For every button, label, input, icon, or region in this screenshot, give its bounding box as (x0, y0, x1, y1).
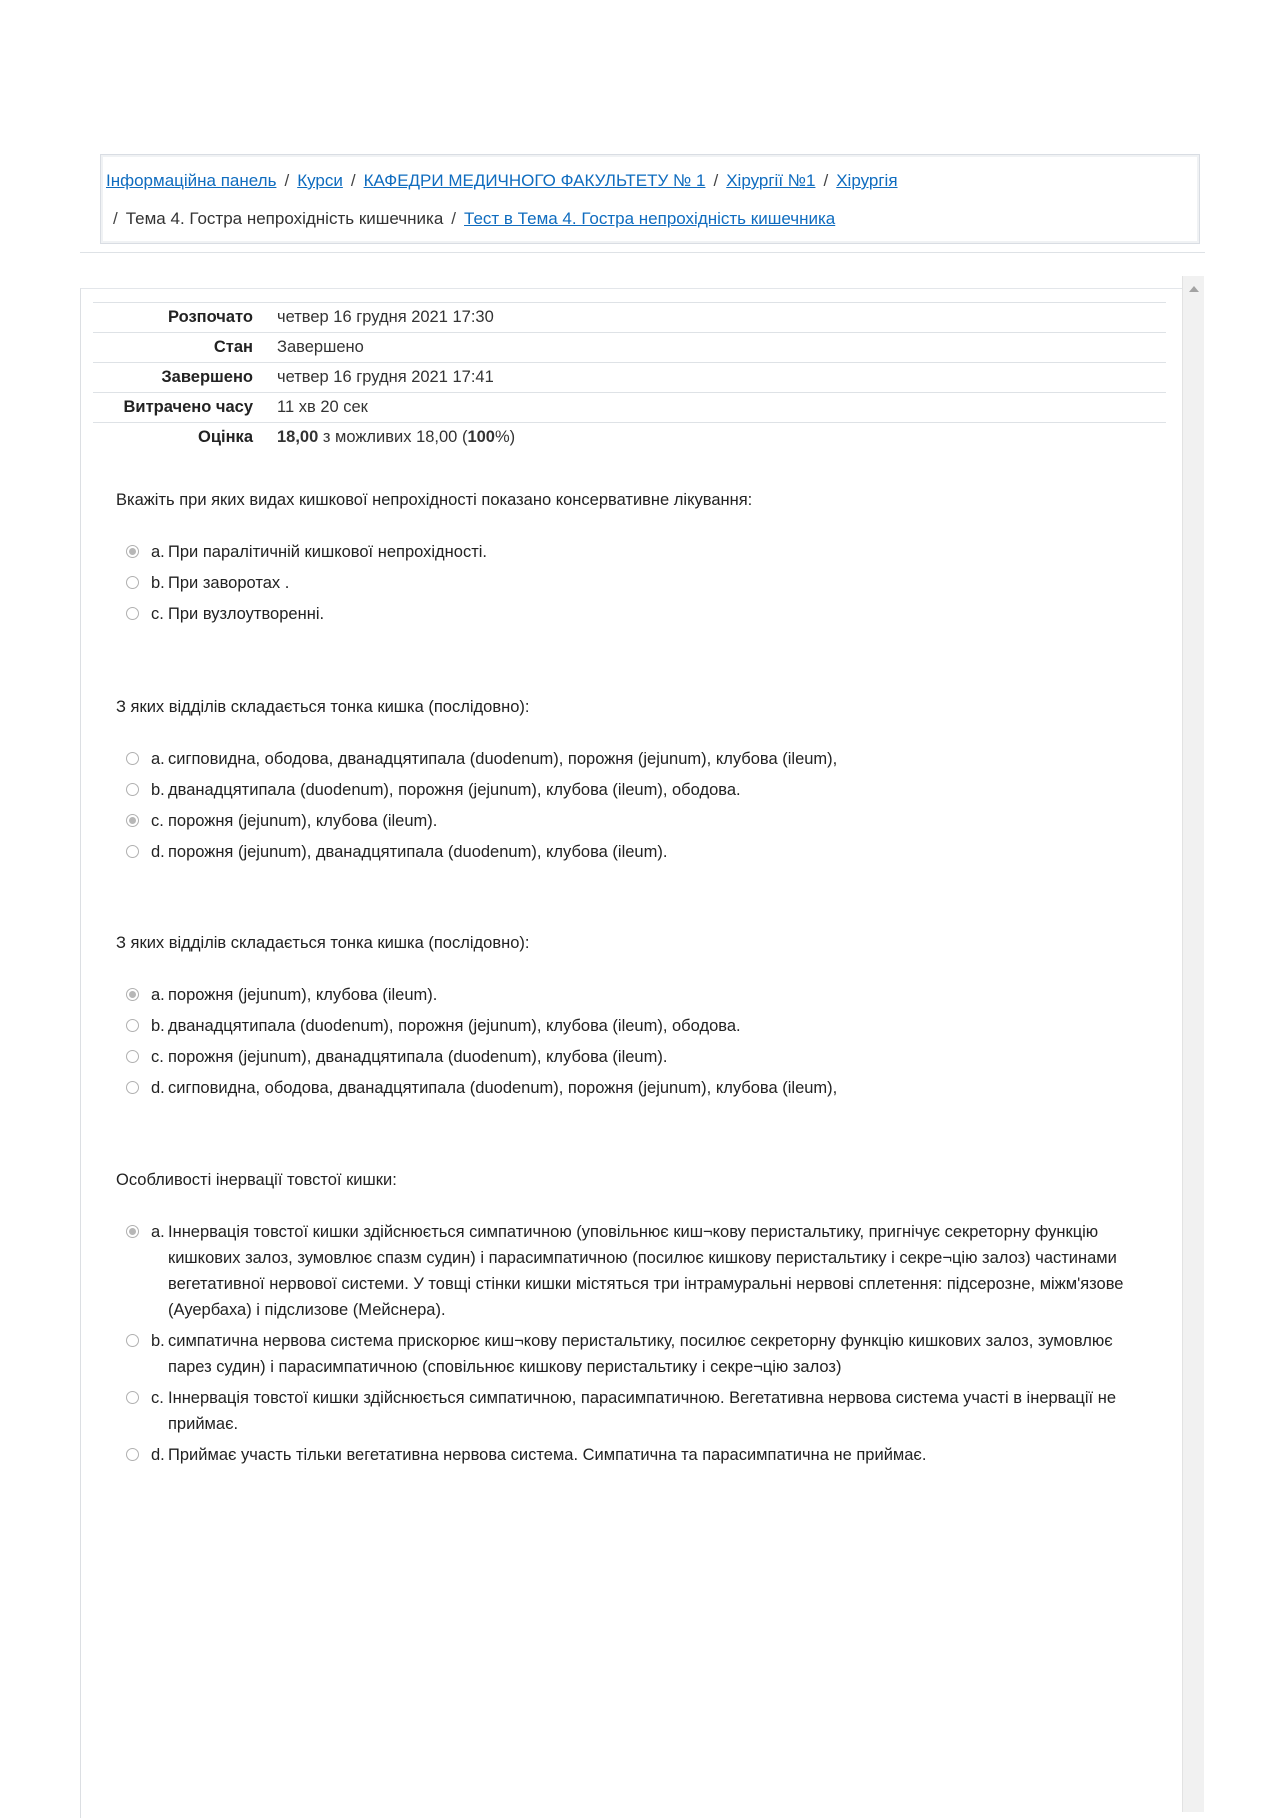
question-text: З яких відділів складається тонка кишка (послідовно): (116, 934, 530, 952)
radio-button[interactable] (126, 1334, 139, 1347)
answer-option[interactable] (116, 1328, 1156, 1380)
breadcrumb (100, 154, 1200, 244)
answer-option[interactable] (116, 839, 1156, 865)
answer-letter: b. (151, 1332, 165, 1350)
answer-option[interactable] (116, 1075, 1156, 1101)
scroll-up-arrow-icon[interactable] (1189, 286, 1199, 292)
answer-option[interactable] (116, 1385, 1156, 1437)
answer-text: сигповидна, ободова, дванадцятипала (duodenum), порожня (jejunum), клубова (ileum), (168, 1079, 838, 1097)
answer-letter: a. (151, 1223, 165, 1241)
answer-letter: d. (151, 1446, 165, 1464)
answer-letter: a. (151, 543, 165, 561)
summary-row-completed (93, 362, 1166, 392)
answer-option[interactable] (116, 1044, 1156, 1070)
answer-letter: b. (151, 781, 165, 799)
breadcrumb-topic: Тема 4. Гостра непрохідність кишечника (125, 209, 444, 228)
breadcrumb-separator: / (451, 209, 457, 228)
answer-option[interactable] (116, 539, 1156, 565)
answer-letter: d. (151, 843, 165, 861)
radio-button[interactable] (126, 607, 139, 620)
answer-option[interactable] (116, 1219, 1156, 1323)
answer-option[interactable] (116, 746, 1156, 772)
summary-value: четвер 16 грудня 2021 17:30 (277, 308, 494, 326)
answer-option[interactable] (116, 570, 1156, 596)
answer-option[interactable] (116, 601, 1156, 627)
answer-text: Іннервація товстої кишки здійснюється симпатичною (уповільнює киш¬кову перистальтику, пригнічує секреторну функцію кишкових залоз, зумовлює спазм судин) і парасимпатичною (посилює кишкову перистальтику і секре¬цію залоз) частинами вегетативної нервової системи. У товщі стінки кишки містяться три інтрамуральні нервові сплетення: підсерозне, міжм'язове (Ауербаха) і підслизове (Мейснера). (168, 1223, 1124, 1319)
breadcrumb-separator: / (284, 171, 290, 190)
answer-text: Приймає участь тільки вегетативна нервова система. Симпатична та парасимпатична не приймає. (168, 1446, 927, 1464)
answer-letter: a. (151, 986, 165, 1004)
radio-button[interactable] (126, 845, 139, 858)
radio-button[interactable] (126, 988, 139, 1001)
answer-text: Іннервація товстої кишки здійснюється симпатичною, парасимпатичною. Вегетативна нервова система участі в інервації не приймає. (168, 1389, 1117, 1433)
answer-option[interactable] (116, 1442, 1156, 1468)
answer-list (116, 746, 1156, 865)
radio-button[interactable] (126, 783, 139, 796)
answer-text: порожня (jejunum), клубова (ileum). (168, 812, 438, 830)
summary-label: Розпочато (168, 308, 253, 326)
breadcrumb-separator: / (350, 171, 356, 190)
question-1 (116, 487, 1156, 632)
answer-text: порожня (jejunum), клубова (ileum). (168, 986, 438, 1004)
breadcrumb-separator: / (713, 171, 719, 190)
grade-percent: 100 (467, 428, 495, 446)
breadcrumb-courses-link[interactable]: Курси (297, 171, 343, 190)
question-text: З яких відділів складається тонка кишка (послідовно): (116, 698, 530, 716)
summary-row-grade (93, 422, 1166, 452)
answer-letter: b. (151, 1017, 165, 1035)
summary-label: Оцінка (198, 428, 253, 446)
answer-list (116, 1219, 1156, 1468)
answer-letter: c. (151, 1048, 164, 1066)
question-text: Особливості інервації товстої кишки: (116, 1171, 397, 1189)
vertical-scrollbar[interactable] (1182, 276, 1204, 1812)
answer-option[interactable] (116, 982, 1156, 1008)
breadcrumb-separator: / (113, 209, 118, 228)
summary-row-started (93, 302, 1166, 332)
summary-row-state (93, 332, 1166, 362)
answer-text: симпатична нервова система прискорює киш¬кову перистальтику, посилює секреторну функцію кишкових залоз, зумовлює парез судин) і парасимпатичною (сповільнює кишкову перистальтику і секре¬цію залоз) (168, 1332, 1113, 1376)
question-2 (116, 694, 1156, 870)
summary-value: 11 хв 20 сек (277, 398, 368, 416)
summary-label: Витрачено часу (123, 398, 253, 416)
grade-percent-suffix: %) (494, 428, 516, 446)
answer-option[interactable] (116, 808, 1156, 834)
summary-value: Завершено (277, 338, 364, 356)
radio-button[interactable] (126, 1081, 139, 1094)
answer-text: дванадцятипала (duodenum), порожня (jejunum), клубова (ileum), ободова. (168, 781, 741, 799)
question-3 (116, 930, 1156, 1106)
answer-text: дванадцятипала (duodenum), порожня (jejunum), клубова (ileum), ободова. (168, 1017, 741, 1035)
question-4 (116, 1167, 1156, 1473)
radio-button[interactable] (126, 1448, 139, 1461)
summary-row-time (93, 392, 1166, 422)
answer-letter: d. (151, 1079, 165, 1097)
breadcrumb-surgery-course-link[interactable]: Хірургія (836, 171, 898, 190)
answer-text: порожня (jejunum), дванадцятипала (duodenum), клубова (ileum). (168, 1048, 668, 1066)
answer-letter: b. (151, 574, 165, 592)
answer-letter: c. (151, 605, 164, 623)
radio-button[interactable] (126, 752, 139, 765)
radio-button[interactable] (126, 1019, 139, 1032)
radio-button[interactable] (126, 1225, 139, 1238)
answer-text: При паралітичній кишкової непрохідності. (168, 543, 488, 561)
answer-text: порожня (jejunum), дванадцятипала (duodenum), клубова (ileum). (168, 843, 668, 861)
answer-option[interactable] (116, 777, 1156, 803)
summary-value: четвер 16 грудня 2021 17:41 (277, 368, 494, 386)
breadcrumb-test-link[interactable]: Тест в Тема 4. Гостра непрохідність кишечника (464, 209, 836, 228)
answer-list (116, 982, 1156, 1101)
answer-letter: c. (151, 1389, 164, 1407)
answer-text: При заворотах . (168, 574, 290, 592)
question-text: Вкажіть при яких видах кишкової непрохідності показано консервативне лікування: (116, 491, 753, 509)
grade-score: 18,00 (277, 428, 319, 446)
answer-letter: a. (151, 750, 165, 768)
answer-text: сигповидна, ободова, дванадцятипала (duodenum), порожня (jejunum), клубова (ileum), (168, 750, 838, 768)
breadcrumb-dashboard-link[interactable]: Інформаційна панель (106, 171, 277, 190)
breadcrumb-row (113, 207, 835, 231)
radio-button[interactable] (126, 814, 139, 827)
divider (80, 252, 1205, 253)
answer-list (116, 539, 1156, 627)
breadcrumb-department-link[interactable]: КАФЕДРИ МЕДИЧНОГО ФАКУЛЬТЕТУ № 1 (363, 171, 706, 190)
grade-max-text: з можливих 18,00 ( (318, 428, 468, 446)
radio-button[interactable] (126, 1391, 139, 1404)
answer-letter: c. (151, 812, 164, 830)
breadcrumb-surgery1-link[interactable]: Хірургії №1 (726, 171, 816, 190)
radio-button[interactable] (126, 1050, 139, 1063)
answer-text: При вузлоутворенні. (168, 605, 325, 623)
summary-label: Завершено (161, 368, 253, 386)
answer-option[interactable] (116, 1013, 1156, 1039)
breadcrumb-separator: / (823, 171, 829, 190)
attempt-summary-table (93, 302, 1166, 452)
summary-value (277, 428, 515, 447)
breadcrumb-row (106, 169, 898, 193)
radio-button[interactable] (126, 576, 139, 589)
summary-label: Стан (213, 338, 253, 356)
radio-button[interactable] (126, 545, 139, 558)
